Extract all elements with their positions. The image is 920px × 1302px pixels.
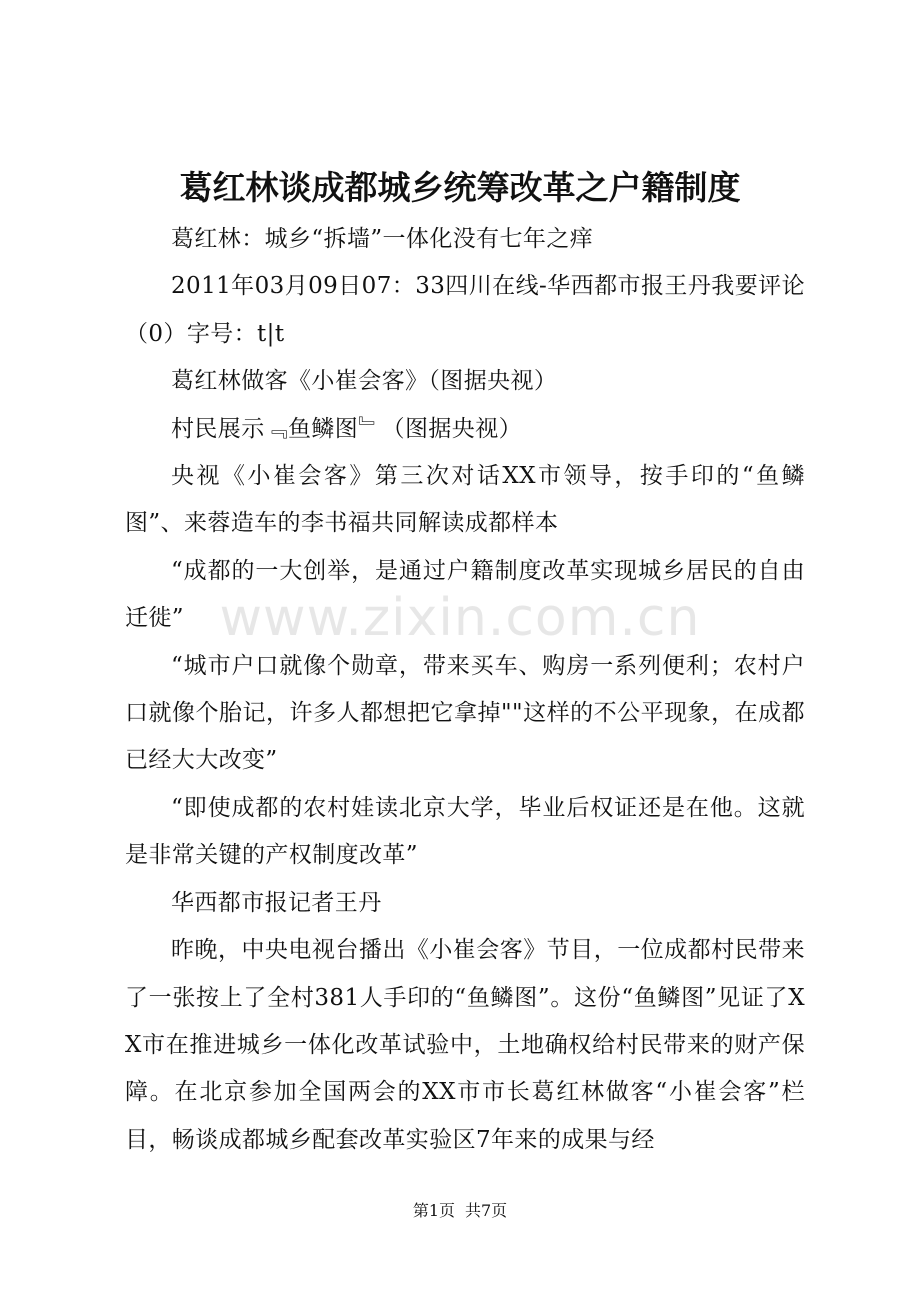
subtitle-paragraph: 葛红林：城乡“拆墙”一体化没有七年之痒: [171, 226, 594, 252]
quote-paragraph-1: “成都的一大创举，是通过户籍制度改革实现城乡居民的自由迁徙”: [125, 557, 805, 632]
photo-caption-1: 葛红林做客《小崔会客》（图据央视）: [171, 368, 558, 395]
byline-paragraph: 华西都市报记者王丹: [171, 889, 382, 916]
body-paragraph: 昨晚，中央电视台播出《小崔会客》节目，一位成都村民带来了一张按上了全村381人手印的“鱼鳞图”。这份“鱼鳞图”见证了XX市在推进城乡一体化改革试验中，土地确权给村民带来的财产保障。在北京参加全国两会的XX市市长葛红林做客“小崔会客”栏目，畅谈成都城乡配套改革实验区7年来的成果与经: [125, 937, 805, 1153]
photo-caption-2: 村民展示﹃鱼鳞图﹄（图据央视）: [171, 415, 522, 442]
page-footer: [0, 1199, 920, 1223]
page-total: 共7页: [465, 1201, 508, 1220]
site-watermark: www.zixin.com.cn: [219, 588, 701, 648]
quote-paragraph-3: “即使成都的农村娃读北京大学，毕业后权证还是在他。这就是非常关键的产权制度改革”: [125, 794, 805, 869]
page-number: 第1页: [412, 1201, 455, 1220]
dateline-paragraph: 2011年03月09日07：33四川在线-华西都市报王丹我要评论（0）字号：t|t: [125, 273, 805, 347]
document-body: [125, 216, 805, 1164]
document-title: 葛红林谈成都城乡统筹改革之户籍制度: [179, 168, 741, 207]
intro-paragraph: 央视《小崔会客》第三次对话XX市领导，按手印的“鱼鳞图”、来蓉造车的李书福共同解读成都样本: [125, 463, 805, 537]
quote-paragraph-2: “城市户口就像个勋章，带来买车、购房一系列便利；农村户口就像个胎记，许多人都想把它拿掉""这样的不公平现象，在成都已经大大改变”: [125, 652, 805, 774]
